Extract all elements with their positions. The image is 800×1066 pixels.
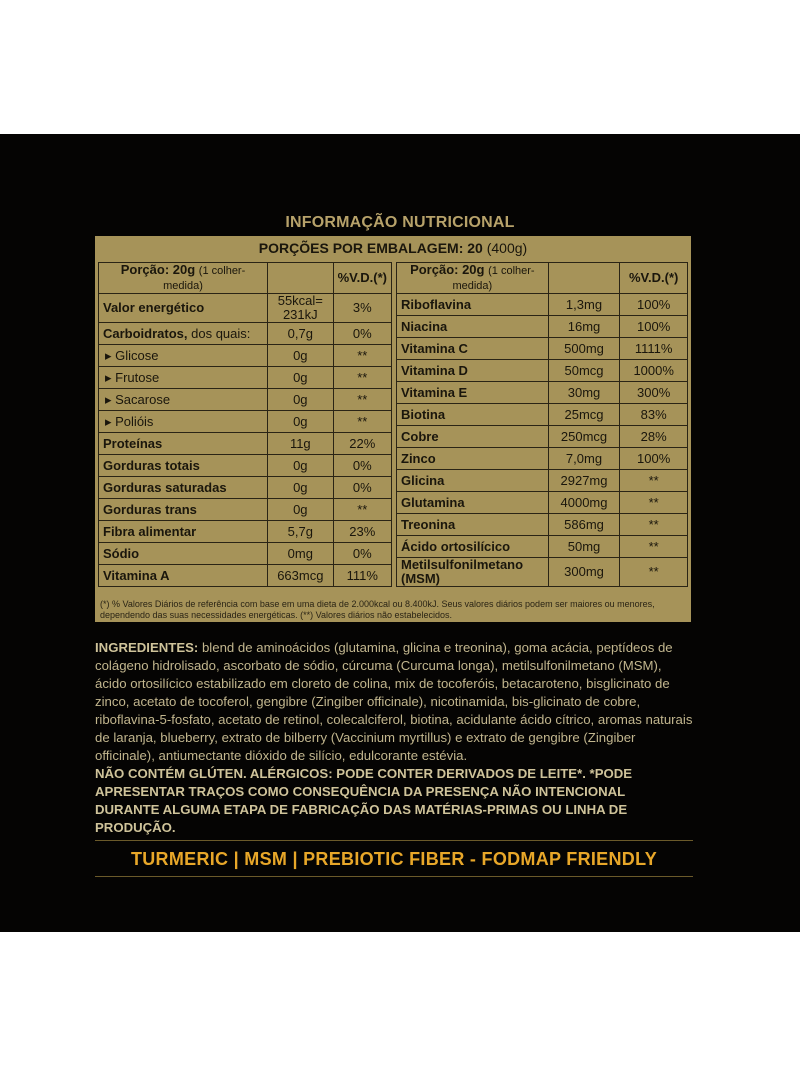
nutrient-name	[397, 316, 549, 338]
nutrient-amount: 0g	[268, 455, 334, 477]
nutrient-name-text: Riboflavina	[401, 296, 472, 312]
nutrient-amount: 30mg	[548, 382, 620, 404]
nutrient-name-text: Niacina	[401, 318, 448, 334]
nutrient-name-text: Glutamina	[401, 494, 465, 510]
feature-banner: TURMERIC | MSM | PREBIOTIC FIBER - FODMAP FRIENDLY	[130, 849, 658, 869]
nutrient-vd: 23%	[333, 521, 391, 543]
table-row	[397, 404, 688, 426]
nutrient-name-text: Glicina	[401, 472, 445, 488]
nutrient-amount: 50mcg	[548, 360, 620, 382]
nutrient-vd: 3%	[333, 294, 391, 323]
nutrient-vd: 0%	[333, 477, 391, 499]
vd-header: %V.D.(*)	[333, 263, 391, 294]
table-row	[99, 565, 392, 587]
table-row	[99, 543, 392, 565]
nutrient-name-text: ▸ Polióis	[105, 413, 154, 429]
portion-label: Porção: 20g	[120, 262, 196, 277]
nutrient-amount: 0g	[268, 367, 334, 389]
nutrient-name	[99, 433, 268, 455]
vd-header: %V.D.(*)	[620, 263, 688, 294]
nutrient-amount: 0,7g	[268, 323, 334, 345]
nutrient-vd: **	[620, 536, 688, 558]
table-row	[397, 470, 688, 492]
nutrient-name	[397, 492, 549, 514]
nutrient-amount: 0mg	[268, 543, 334, 565]
nutrient-name-text: Vitamina E	[401, 384, 468, 400]
nutrient-name-text: Gorduras trans	[103, 501, 197, 517]
table-row	[397, 448, 688, 470]
nutrient-name-text: Cobre	[401, 428, 439, 444]
nutrient-vd: **	[333, 499, 391, 521]
nutrient-name-text: Vitamina C	[401, 340, 468, 356]
nutrient-name-text: ▸ Sacarose	[105, 391, 171, 407]
nutrient-vd: **	[620, 492, 688, 514]
nutrient-name-text: Gorduras saturadas	[103, 479, 227, 495]
nutrient-amount: 1,3mg	[548, 294, 620, 316]
nutrient-vd: 111%	[333, 565, 391, 587]
nutrient-amount: 55kcal= 231kJ	[268, 294, 334, 323]
nutrient-name	[99, 565, 268, 587]
servings-amount: (400g)	[486, 240, 528, 256]
nutrient-amount: 0g	[268, 477, 334, 499]
servings-header	[95, 236, 691, 260]
portion-header	[397, 263, 549, 294]
nutrient-vd: **	[620, 514, 688, 536]
nutrient-vd: 300%	[620, 382, 688, 404]
nutrient-amount: 250mcg	[548, 426, 620, 448]
nutrient-amount: 0g	[268, 411, 334, 433]
nutrient-name	[99, 543, 268, 565]
table-row	[99, 345, 392, 367]
table-row	[99, 433, 392, 455]
nutrient-name-text: Proteínas	[103, 435, 163, 451]
table-row	[99, 294, 392, 323]
nutrition-facts-box	[95, 236, 691, 622]
nutrient-amount: 5,7g	[268, 521, 334, 543]
nutrient-vd: **	[620, 470, 688, 492]
nutrient-name	[397, 426, 549, 448]
nutrient-vd: 83%	[620, 404, 688, 426]
nutrient-name-text: Zinco	[401, 450, 436, 466]
nutrient-amount: 50mg	[548, 536, 620, 558]
table-row	[397, 382, 688, 404]
ingredients-label: INGREDIENTES:	[95, 640, 199, 655]
nutrient-name	[99, 367, 268, 389]
nutrient-name-text: Vitamina A	[103, 567, 170, 583]
nutrient-amount: 0g	[268, 345, 334, 367]
table-row	[397, 294, 688, 316]
nutrient-vd: **	[333, 411, 391, 433]
nutrient-name	[99, 389, 268, 411]
nutrient-vd: 0%	[333, 323, 391, 345]
nutrient-vd: 22%	[333, 433, 391, 455]
nutrient-name-text: Carboidratos,	[103, 325, 188, 341]
nutrient-name-text: Biotina	[401, 406, 446, 422]
nutrient-name	[99, 521, 268, 543]
table-row	[99, 389, 392, 411]
servings-prefix: PORÇÕES POR EMBALAGEM: 20	[258, 240, 483, 256]
divider	[95, 876, 693, 877]
allergen-warning: NÃO CONTÉM GLÚTEN. ALÉRGICOS: PODE CONTER DERIVADOS DE LEITE*. *PODE APRESENTAR TRAÇOS COMO CONSEQUÊNCIA DA PRESENÇA NÃO INTENCIONAL DURANTE ALGUMA ETAPA DE FABRICAÇÃO DAS MATÉRIAS-PRIMAS OU LINHA DE PRODUÇÃO.	[95, 766, 633, 835]
nutrient-amount: 7,0mg	[548, 448, 620, 470]
nutrient-name-text: Fibra alimentar	[103, 523, 197, 539]
nutrient-name-text: Vitamina D	[401, 362, 468, 378]
table-header-row	[99, 263, 392, 294]
nutrient-amount: 663mcg	[268, 565, 334, 587]
table-row	[99, 477, 392, 499]
nutrient-amount: 4000mg	[548, 492, 620, 514]
table-row	[397, 426, 688, 448]
nutrient-name	[397, 448, 549, 470]
table-row	[99, 499, 392, 521]
nutrient-vd: **	[333, 345, 391, 367]
table-row	[397, 514, 688, 536]
nutrient-name-note: dos quais:	[187, 325, 251, 341]
nutrient-vd: **	[333, 389, 391, 411]
nutrient-vd: 1111%	[620, 338, 688, 360]
nutrient-amount: 0g	[268, 499, 334, 521]
nutrient-amount: 16mg	[548, 316, 620, 338]
nutrient-name	[99, 477, 268, 499]
nutrient-name	[397, 294, 549, 316]
nutrient-name	[397, 404, 549, 426]
nutrient-vd: **	[333, 367, 391, 389]
portion-label: Porção: 20g	[410, 262, 485, 277]
nutrient-amount: 2927mg	[548, 470, 620, 492]
nutrient-name	[99, 323, 268, 345]
table-row	[99, 455, 392, 477]
table-row	[99, 411, 392, 433]
nutrient-name	[397, 360, 549, 382]
nutrient-name	[99, 499, 268, 521]
nutrient-amount: 0g	[268, 389, 334, 411]
nutrient-name	[397, 536, 549, 558]
table-row	[99, 323, 392, 345]
nutrient-name	[397, 470, 549, 492]
nutrient-name	[397, 558, 549, 587]
nutrient-name-text: Metilsulfonilmetano (MSM)	[401, 557, 524, 586]
nutrient-vd: **	[620, 558, 688, 587]
nutrient-amount: 300mg	[548, 558, 620, 587]
table-row	[397, 536, 688, 558]
nutrient-amount: 500mg	[548, 338, 620, 360]
nutrient-name	[397, 514, 549, 536]
portion-note: (1 colher-medida)	[163, 265, 246, 292]
nutrient-vd: 100%	[620, 448, 688, 470]
nutrient-name	[99, 411, 268, 433]
label-panel	[0, 134, 800, 932]
nutrient-name-text: Gorduras totais	[103, 457, 200, 473]
portion-header	[99, 263, 268, 294]
nutrient-vd: 100%	[620, 294, 688, 316]
nutrient-amount: 586mg	[548, 514, 620, 536]
nutrient-vd: 28%	[620, 426, 688, 448]
nutrient-name	[397, 338, 549, 360]
nutrient-name-text: ▸ Glicose	[105, 347, 159, 363]
nutrition-table-right	[396, 262, 688, 587]
nutrient-amount: 11g	[268, 433, 334, 455]
footnote: (*) % Valores Diários de referência com base em uma dieta de 2.000kcal ou 8.400kJ. Seus valores diários podem ser maiores ou menores, dependendo das suas necessidades energéticas. (**) Valores diários não estabelecidos.	[100, 599, 655, 620]
divider	[95, 840, 693, 841]
table-row	[397, 338, 688, 360]
nutrient-name	[99, 294, 268, 323]
nutrition-table-left	[98, 262, 392, 587]
nutrition-title: INFORMAÇÃO NUTRICIONAL	[285, 214, 515, 231]
table-row	[397, 492, 688, 514]
nutrient-name-text: Sódio	[103, 545, 140, 561]
nutrient-vd: 0%	[333, 543, 391, 565]
nutrient-name	[99, 455, 268, 477]
ingredients-block	[95, 639, 693, 837]
table-header-row	[397, 263, 688, 294]
ingredients-text: blend de aminoácidos (glutamina, glicina e treonina), goma acácia, peptídeos de colágeno hidrolisado, ascorbato de sódio, cúrcuma (Curcuma longa), metilsulfonilmetano (MSM), ácido ortosilícico estabilizado em cloreto de colina, mix de tocoferóis, betacaroteno, bisglicinato de zinco, acetato de tocoferol, gengibre (Zingiber officinale), nicotinamida, bis-glicinato de cobre, riboflavina-5-fosfato, acetato de retinol, colecalciferol, biotina, acidulante ácido cítrico, aromas naturais de laranja, blueberry, extrato de bilberry (Vaccinium myrtillus) e extrato de gengibre (Zingiber officinale), antiumectante dióxido de silício, edulcorante estévia.	[95, 640, 693, 763]
nutrient-amount: 25mcg	[548, 404, 620, 426]
table-row	[397, 558, 688, 587]
nutrient-name-text: ▸ Frutose	[105, 369, 160, 385]
nutrient-name-text: Valor energético	[103, 300, 205, 315]
nutrient-vd: 0%	[333, 455, 391, 477]
portion-note: (1 colher-medida)	[452, 265, 535, 292]
table-row	[397, 360, 688, 382]
nutrient-name-text: Treonina	[401, 516, 456, 532]
nutrient-name	[99, 345, 268, 367]
table-row	[397, 316, 688, 338]
nutrient-vd: 100%	[620, 316, 688, 338]
nutrient-vd: 1000%	[620, 360, 688, 382]
table-row	[99, 521, 392, 543]
nutrient-name	[397, 382, 549, 404]
table-row	[99, 367, 392, 389]
nutrient-name-text: Ácido ortosilícico	[401, 538, 511, 554]
